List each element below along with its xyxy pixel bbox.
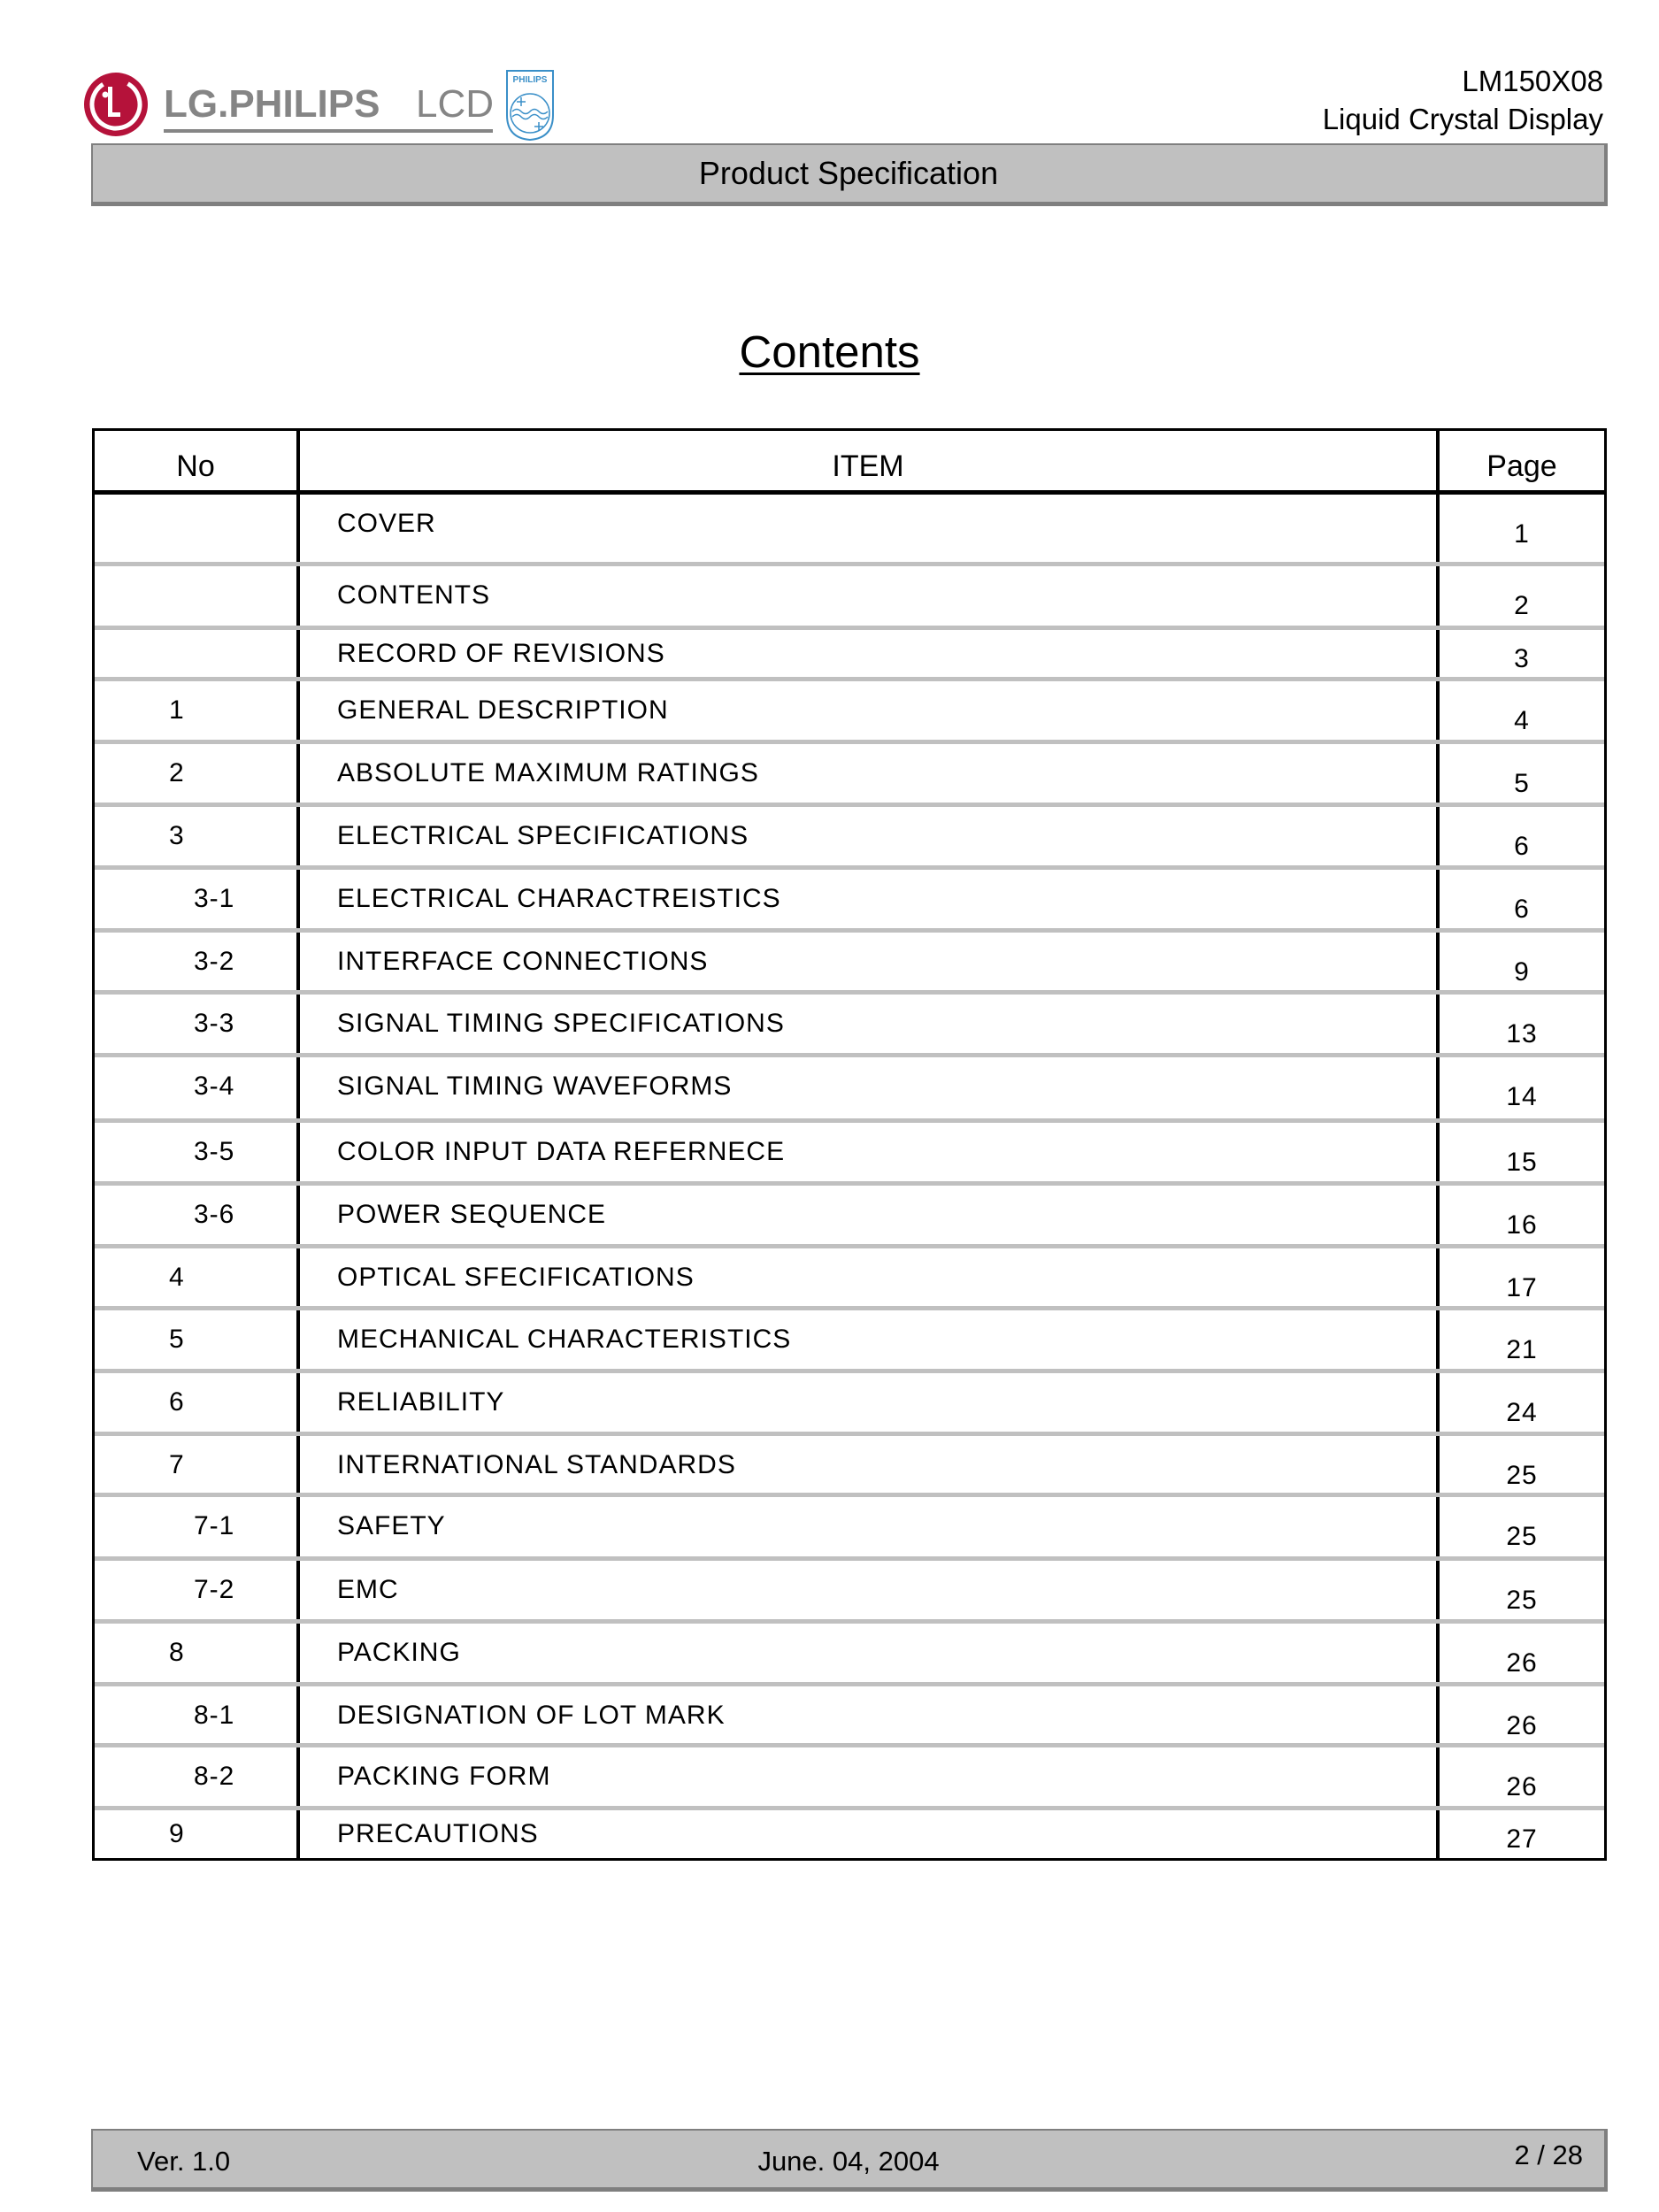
row-no-cell [95, 1310, 300, 1369]
row-item-cell [300, 744, 1440, 803]
row-no-cell [95, 1747, 300, 1806]
header-band [91, 143, 1608, 206]
row-no: 3-1 [194, 884, 235, 913]
row-page-cell [1440, 807, 1604, 865]
row-page-cell [1440, 1561, 1604, 1619]
row-page: 27 [1506, 1824, 1538, 1854]
row-item: PACKING FORM [337, 1762, 551, 1791]
table-row [95, 740, 1604, 803]
row-page: 4 [1514, 706, 1530, 735]
table-row [95, 1556, 1604, 1619]
row-no-cell [95, 681, 300, 740]
row-no-cell [95, 1248, 300, 1306]
table-row [95, 1053, 1604, 1118]
row-page-cell [1440, 1123, 1604, 1181]
row-page-cell [1440, 1810, 1604, 1858]
row-no-cell [95, 1810, 300, 1858]
row-item: COVER [337, 509, 436, 538]
row-no-cell [95, 630, 300, 677]
table-row [95, 1432, 1604, 1493]
svg-text:PHILIPS: PHILIPS [512, 75, 548, 85]
row-page: 14 [1506, 1082, 1538, 1111]
row-item-cell [300, 807, 1440, 865]
row-no: 3-2 [194, 947, 235, 976]
row-page: 16 [1506, 1210, 1538, 1240]
table-row [95, 1619, 1604, 1682]
table-row [95, 1306, 1604, 1369]
row-item: INTERNATIONAL STANDARDS [337, 1450, 736, 1479]
row-page-cell [1440, 1310, 1604, 1369]
row-page-cell [1440, 566, 1604, 626]
row-item: GENERAL DESCRIPTION [337, 695, 669, 725]
row-item-cell [300, 1747, 1440, 1806]
table-row [95, 562, 1604, 626]
row-page-cell [1440, 1373, 1604, 1432]
row-item-cell [300, 1310, 1440, 1369]
row-no: 3-6 [194, 1200, 235, 1229]
row-no: 2 [169, 758, 185, 787]
row-no-cell [95, 807, 300, 865]
row-no-cell [95, 1436, 300, 1493]
row-page: 25 [1506, 1461, 1538, 1490]
row-page: 25 [1506, 1586, 1538, 1615]
row-no: 3-3 [194, 1009, 235, 1038]
row-page-cell [1440, 1747, 1604, 1806]
row-no-cell [95, 1123, 300, 1181]
table-row [95, 1806, 1604, 1858]
row-no: 7-2 [194, 1575, 235, 1604]
row-page: 21 [1506, 1335, 1538, 1364]
svg-text:LCD: LCD [416, 82, 495, 126]
row-page: 17 [1506, 1273, 1538, 1302]
row-item-cell [300, 1123, 1440, 1181]
page-number: 2 / 28 [1514, 2139, 1583, 2170]
row-item-cell [300, 1248, 1440, 1306]
row-page: 25 [1506, 1522, 1538, 1551]
table-row [95, 677, 1604, 740]
table-row [95, 1181, 1604, 1244]
row-page: 13 [1506, 1019, 1538, 1048]
row-no-cell [95, 1624, 300, 1682]
row-item: RECORD OF REVISIONS [337, 639, 665, 668]
row-item-cell [300, 630, 1440, 677]
row-page-cell [1440, 995, 1604, 1053]
row-item: CONTENTS [337, 580, 490, 610]
row-item-cell [300, 1436, 1440, 1493]
contents-table [92, 428, 1607, 1861]
row-no: 5 [169, 1325, 185, 1354]
row-item-cell [300, 1186, 1440, 1244]
row-no: 9 [169, 1819, 185, 1848]
row-page-cell [1440, 1186, 1604, 1244]
row-no: 6 [169, 1387, 185, 1417]
svg-text:LG.PHILIPS: LG.PHILIPS [164, 82, 380, 126]
row-item: PRECAUTIONS [337, 1819, 539, 1848]
row-page-cell [1440, 1057, 1604, 1118]
row-item-cell [300, 1686, 1440, 1743]
row-page: 2 [1514, 591, 1530, 620]
row-page: 5 [1514, 769, 1530, 798]
date: June. 04, 2004 [757, 2146, 940, 2177]
table-row [95, 626, 1604, 677]
column-header-page: Page [1486, 449, 1557, 483]
table-row [95, 928, 1604, 990]
product-type: Liquid Crystal Display [1322, 103, 1603, 135]
row-item: SIGNAL TIMING WAVEFORMS [337, 1071, 733, 1101]
row-item: ABSOLUTE MAXIMUM RATINGS [337, 758, 759, 787]
row-page: 26 [1506, 1772, 1538, 1801]
row-no: 8-2 [194, 1762, 235, 1791]
table-row [95, 1369, 1604, 1432]
row-item-cell [300, 1373, 1440, 1432]
table-row [95, 495, 1604, 562]
row-item-cell [300, 1057, 1440, 1118]
row-no: 8-1 [194, 1701, 235, 1730]
column-header-item: ITEM [300, 431, 1440, 490]
row-no: 4 [169, 1263, 185, 1292]
row-item-cell [300, 1624, 1440, 1682]
row-no: 1 [169, 695, 185, 725]
model-number: LM150X08 [1462, 65, 1603, 97]
row-item: OPTICAL SFECIFICATIONS [337, 1263, 695, 1292]
row-page-cell [1440, 1624, 1604, 1682]
row-item-cell [300, 1497, 1440, 1556]
version: Ver. 1.0 [137, 2146, 231, 2177]
row-no: 3-5 [194, 1137, 235, 1166]
row-item: INTERFACE CONNECTIONS [337, 947, 709, 976]
row-no: 8 [169, 1638, 185, 1667]
row-no-cell [95, 744, 300, 803]
row-item-cell [300, 870, 1440, 928]
row-no-cell [95, 495, 300, 562]
column-header-no: No [95, 431, 300, 490]
row-item: ELECTRICAL CHARACTREISTICS [337, 884, 781, 913]
table-row [95, 1493, 1604, 1556]
row-item-cell [300, 681, 1440, 740]
row-page-cell [1440, 1436, 1604, 1493]
row-page-cell [1440, 681, 1604, 740]
row-no-cell [95, 1497, 300, 1556]
table-header [95, 431, 1604, 495]
row-page: 1 [1514, 519, 1530, 549]
table-row [95, 803, 1604, 865]
row-page: 26 [1506, 1648, 1538, 1678]
row-item: EMC [337, 1575, 399, 1604]
row-item-cell [300, 1810, 1440, 1858]
row-page-cell [1440, 744, 1604, 803]
row-item: SAFETY [337, 1511, 446, 1540]
row-item: PACKING [337, 1638, 461, 1667]
row-item-cell [300, 1561, 1440, 1619]
row-no-cell [95, 1561, 300, 1619]
row-page: 3 [1514, 644, 1530, 673]
row-item: MECHANICAL CHARACTERISTICS [337, 1325, 792, 1354]
row-item: DESIGNATION OF LOT MARK [337, 1701, 726, 1730]
row-no: 3 [169, 821, 185, 850]
row-no-cell [95, 1373, 300, 1432]
row-page: 24 [1506, 1398, 1538, 1427]
row-no-cell [95, 870, 300, 928]
table-row [95, 1743, 1604, 1806]
row-page-cell [1440, 1497, 1604, 1556]
table-row [95, 1118, 1604, 1181]
document-model-info [1323, 62, 1603, 138]
row-no: 7-1 [194, 1511, 235, 1540]
row-no-cell [95, 995, 300, 1053]
row-no-cell [95, 1057, 300, 1118]
table-row [95, 1682, 1604, 1743]
row-page-cell [1440, 630, 1604, 677]
row-page-cell [1440, 870, 1604, 928]
row-page: 6 [1514, 832, 1530, 861]
row-page-cell [1440, 1248, 1604, 1306]
row-page: 9 [1514, 957, 1530, 987]
doc-type: Product Specification [698, 155, 999, 191]
row-page: 15 [1506, 1148, 1538, 1177]
row-item: SIGNAL TIMING SPECIFICATIONS [337, 1009, 785, 1038]
row-no: 7 [169, 1450, 185, 1479]
row-item: COLOR INPUT DATA REFERNECE [337, 1137, 786, 1166]
row-item-cell [300, 933, 1440, 990]
row-page: 26 [1506, 1711, 1538, 1740]
table-row [95, 990, 1604, 1053]
row-no-cell [95, 1186, 300, 1244]
row-item-cell [300, 495, 1440, 562]
table-row [95, 865, 1604, 928]
table-row [95, 1244, 1604, 1306]
row-page: 6 [1514, 895, 1530, 924]
row-item: ELECTRICAL SPECIFICATIONS [337, 821, 749, 850]
row-item: RELIABILITY [337, 1387, 505, 1417]
row-no-cell [95, 1686, 300, 1743]
row-no-cell [95, 933, 300, 990]
row-page-cell [1440, 933, 1604, 990]
row-no: 3-4 [194, 1071, 235, 1101]
row-page-cell [1440, 495, 1604, 562]
row-item: POWER SEQUENCE [337, 1200, 607, 1229]
row-item-cell [300, 995, 1440, 1053]
footer-band [91, 2129, 1608, 2192]
page-title: Contents [739, 326, 920, 377]
row-page-cell [1440, 1686, 1604, 1743]
row-item-cell [300, 566, 1440, 626]
lg-philips-logo [84, 67, 562, 146]
row-no-cell [95, 566, 300, 626]
